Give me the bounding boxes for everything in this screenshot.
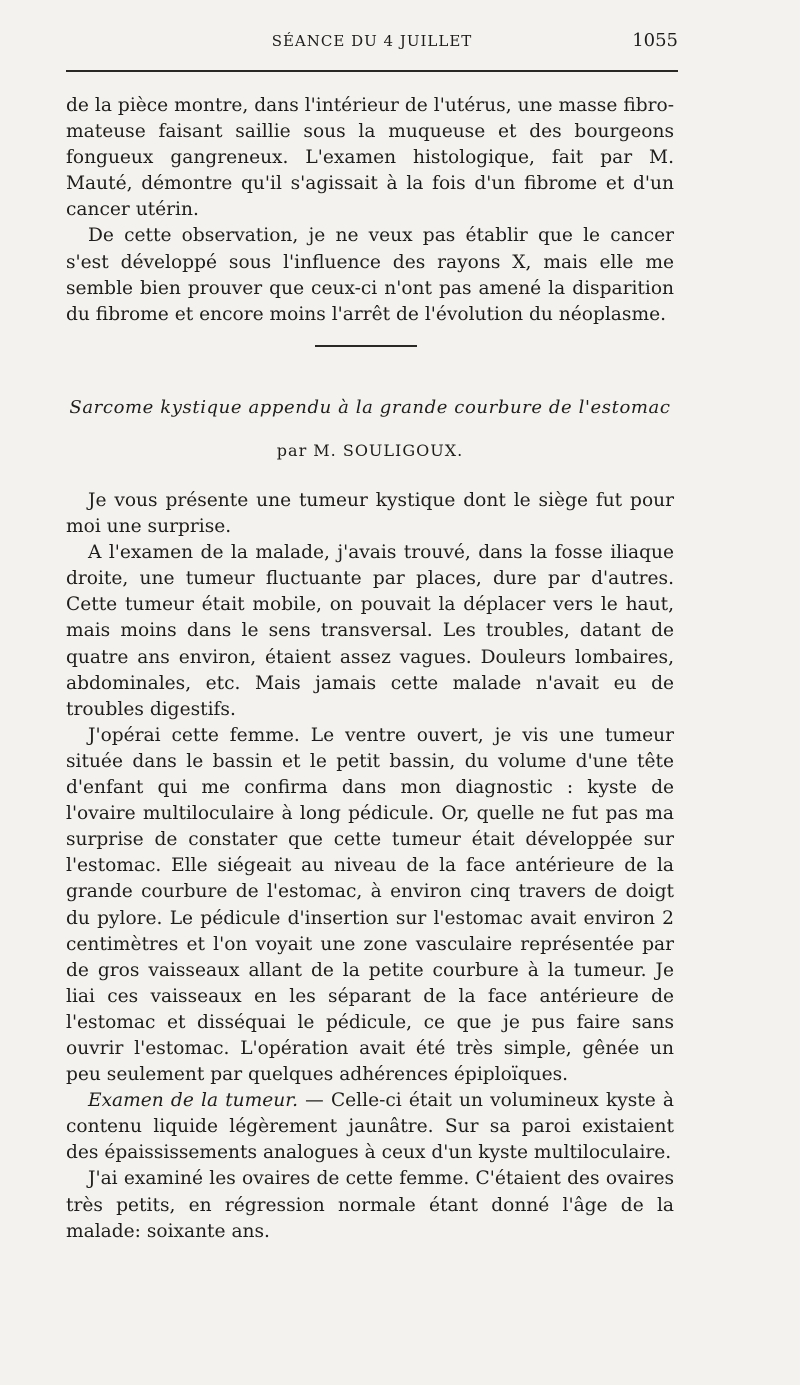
running-title: SÉANCE DU 4 JUILLET (271, 32, 473, 50)
examen-label: Examen de la tumeur. (88, 1090, 299, 1112)
article-title: Sarcome kystique appendu à la grande courbure de l'estomac (69, 397, 671, 418)
section-separator (315, 345, 417, 347)
paragraph: De cette observation, je ne veux pas établir que le cancer s'est développé sous l'influence des rayons X, mais elle me semble bien prouver que ceux-ci n'ont pas amené la disparition du fibrome et encore moins l'arrêt de l'évolution du néoplasme. (66, 225, 674, 325)
examen-text: — Celle-ci était un volumineux kyste à contenu liquide légèrement jaunâtre. Sur sa paroi existaient des épaississements analogues à ceux d'un kyste multiloculaire. (66, 1090, 674, 1164)
page-number: 1055 (632, 30, 678, 51)
article-body (66, 488, 674, 1245)
article-byline: par M. SOULIGOUX. (276, 441, 464, 460)
paragraph-examen (66, 1088, 674, 1166)
paragraph: Je vous présente une tumeur kystique dont le siège fut pour moi une surprise. (66, 490, 674, 538)
paragraph: A l'examen de la malade, j'avais trouvé, dans la fosse iliaque droite, une tumeur fluctuante par places, dure par d'autres. Cette tumeur était mobile, on pouvait la déplacer vers le haut, mais moins dans le sens transversal. Les troubles, datant de quatre ans environ, étaient assez vagues. Douleurs lombaires, abdominales, etc. Mais jamais cette malade n'avait eu de troubles digestifs. (66, 542, 674, 720)
previous-article-text (66, 93, 674, 328)
header-rule (66, 70, 678, 72)
paragraph: de la pièce montre, dans l'intérieur de l'utérus, une masse fibro-mateuse faisant saillie sous la muqueuse et des bourgeons fongueux gangreneux. L'examen histologique, fait par M. Mauté, démontre qu'il s'agissait à la fois d'un fibrome et d'un cancer utérin. (66, 95, 674, 221)
running-header (66, 28, 678, 54)
paragraph: J'opérai cette femme. Le ventre ouvert, je vis une tumeur située dans le bassin et le petit bassin, du volume d'une tête d'enfant qui me confirma dans mon diagnostic : kyste de l'ovaire multiloculaire à long pédicule. Or, quelle ne fut pas ma surprise de constater que cette tumeur était développée sur l'estomac. Elle siégeait au niveau de la face antérieure de la grande courbure de l'estomac, à environ cinq travers de doigt du pylore. Le pédicule d'insertion sur l'estomac avait environ 2 centimètres et l'on voyait une zone vasculaire représentée par de gros vaisseaux allant de la petite courbure à la tumeur. Je liai ces vaisseaux en les séparant de la face antérieure de l'estomac et disséquai le pédicule, ce que je pus faire sans ouvrir l'estomac. L'opération avait été très simple, gênée un peu seulement par quelques adhérences épiploïques. (66, 724, 674, 1086)
paragraph: J'ai examiné les ovaires de cette femme. C'étaient des ovaires très petits, en régression normale étant donné l'âge de la malade: soixante ans. (66, 1168, 674, 1242)
